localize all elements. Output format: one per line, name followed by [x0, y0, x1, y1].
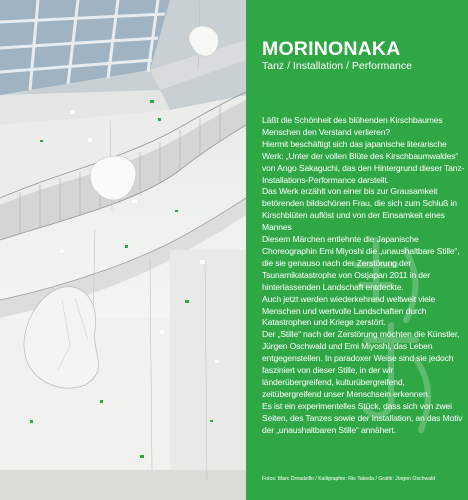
paragraph-experimental: Es ist ein experimentelles Stück, dass sich von zwei Seiten, des Tanzes sowie der Installation, an das Motiv der „unaushaltbaren Stille“ annähert.	[262, 400, 463, 435]
paragraph-intro-question: Läßt die Schönheit des blühenden Kirschbaumes Menschen den Verstand verlieren?	[262, 115, 443, 137]
page-subtitle: Tanz / Installation / Performance	[262, 60, 412, 72]
text-panel	[246, 0, 468, 500]
paragraph-destruction: Auch jetzt werden wiederkehrend weltweit viele Menschen und wertvolle Landschaften durch Katastrophen und Kriege zerstört.	[262, 293, 436, 328]
paragraph-artists: Der „Stille“ nach der Zerstörung möchten die Künstler, Jürgen Oschwald und Emi Miyoshi, das Leben entgegenstellen. In paradoxer Weise sind sie jedoch fasziniert von dieser Stille, in der wir länderübergreifend, kulturübergreifend, zeitübergreifend unser Menschsein erkennen.	[262, 329, 460, 399]
photo-credits: Fotos: Marc Doradzillo / Kalligraphie: Rie Takeda / Grafik: Jürgen Oschwald	[262, 476, 436, 482]
paragraph-choreographer: Diesem Märchen entlehnte die Japanische Choreographin Emi Miyoshi die „unaushaltbare Stille“, die sie genauso nach der Zerstörung der Tsunamikatastrophe von Ostjapan 2011 in der hinterlassenden Landschaft entdeckte.	[262, 234, 460, 292]
body-text	[262, 115, 466, 436]
page-title: MORINONAKA	[262, 38, 401, 60]
paragraph-literary-work: Hiermit beschäftigt sich das japanische literarische Werk: „Unter der vollen Blüte des Kirschbaumwaldes“ von Ango Sakaguchi, das den Hintergrund dieser Tanz-Installations-Performance darstellt.	[262, 138, 465, 185]
paragraph-story: Das Werk erzählt von einer bis zur Grausamkeit betörenden bildschönen Frau, die sich zum Schluß in Kirschblüten auflöst und von der Einsamkeit eines Mannes	[262, 186, 457, 233]
